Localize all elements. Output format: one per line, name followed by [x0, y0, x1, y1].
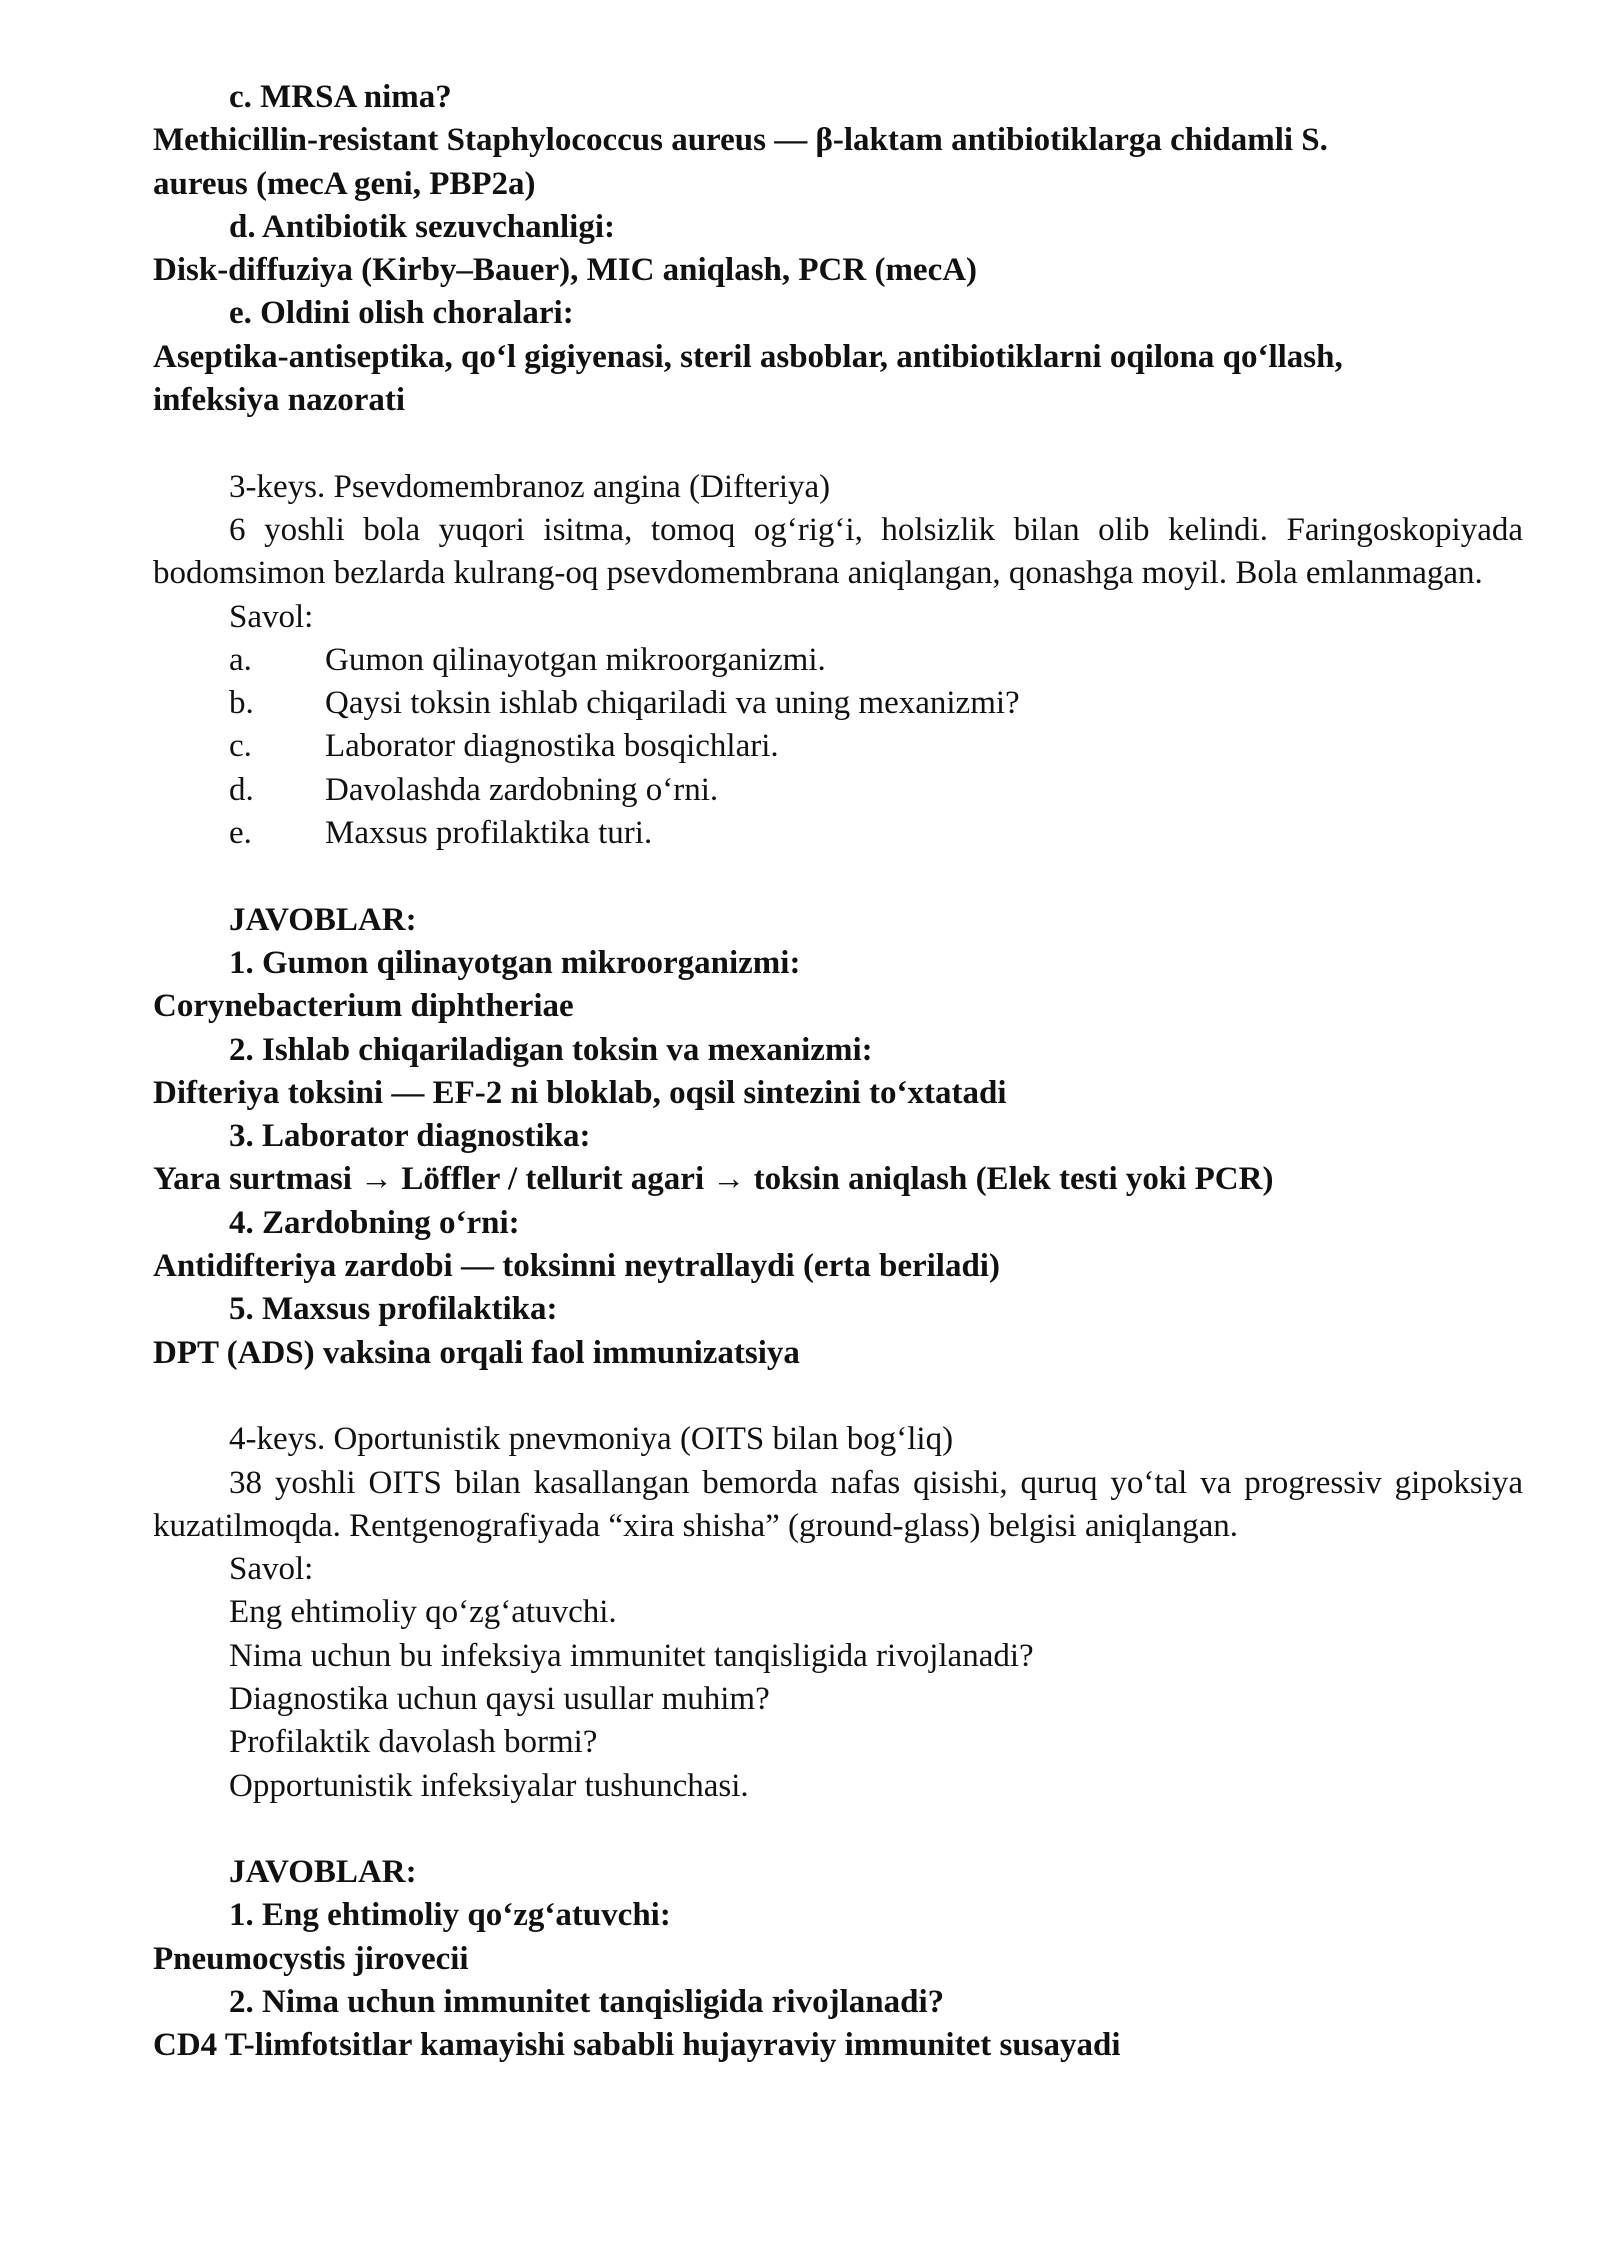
case-4-title: 4-keys. Oportunistik pnevmoniya (OITS bilan bog‘liq) [229, 1421, 954, 1458]
question-d-heading: d. Antibiotik sezuvchanligi: [229, 208, 615, 245]
case-3-answer-3-question: 3. Laborator diagnostika: [229, 1118, 591, 1155]
case-3-title: 3-keys. Psevdomembranoz angina (Difteriya) [229, 468, 831, 505]
list-marker: b. [229, 685, 254, 722]
case-3-answer-4-question: 4. Zardobning o‘rni: [229, 1204, 520, 1241]
list-text: Gumon qilinayotgan mikroorganizmi. [325, 641, 826, 678]
answer-c-line-2: aureus (mecA geni, PBP2a) [153, 165, 536, 202]
case-4-question-item: Diagnostika uchun qaysi usullar muhim? [229, 1680, 770, 1717]
case-3-answer-5-text: DPT (ADS) vaksina orqali faol immunizatsiya [153, 1334, 800, 1371]
answer-d: Disk-diffuziya (Kirby–Bauer), MIC aniqlash, PCR (mecA) [153, 252, 978, 289]
case-3-answer-4-text: Antidifteriya zardobi — toksinni neytrallaydi (erta beriladi) [153, 1248, 1000, 1285]
list-marker: c. [229, 728, 252, 765]
case-3-question-label: Savol: [229, 598, 314, 635]
document-page [153, 76, 1523, 2068]
case-4-question-item: Opportunistik infeksiyalar tushunchasi. [229, 1767, 749, 1804]
answer-c-line-1: Methicillin-resistant Staphylococcus aureus — β-laktam antibiotiklarga chidamli S. [153, 122, 1328, 159]
case-3-answer-2-question: 2. Ishlab chiqariladigan toksin va mexanizmi: [229, 1031, 873, 1068]
case-4-description: 38 yoshli OITS bilan kasallangan bemorda nafas qisishi, quruq yo‘tal va progressiv gipoksiya kuzatilmoqda. Rentgenografiyada “xira shisha” (ground-glass) belgisi aniqlangan. [153, 1464, 1523, 1544]
case-3-answers-heading: JAVOBLAR: [229, 901, 417, 938]
case-4-answer-1-text: Pneumocystis jirovecii [153, 1940, 469, 1977]
case-4-question-item: Profilaktik davolash bormi? [229, 1724, 598, 1761]
spacer [153, 1375, 1523, 1418]
list-text: Maxsus profilaktika turi. [325, 815, 653, 852]
case-4-question-item: Nima uchun bu infeksiya immunitet tanqisligida rivojlanadi? [229, 1637, 1034, 1674]
case-3-answer-1-question: 1. Gumon qilinayotgan mikroorganizmi: [229, 944, 801, 981]
answer-e-line-1: Aseptika-antiseptika, qo‘l gigiyenasi, steril asboblar, antibiotiklarni oqilona qo‘llash, [153, 338, 1343, 375]
case-3-question-item [153, 639, 1523, 682]
case-4-answer-1-question: 1. Eng ehtimoliy qo‘zg‘atuvchi: [229, 1897, 671, 1934]
case-3-answer-5-question: 5. Maxsus profilaktika: [229, 1291, 558, 1328]
case-3-answer-1-text: Corynebacterium diphtheriae [153, 988, 574, 1025]
list-marker: a. [229, 641, 252, 678]
list-text: Davolashda zardobning o‘rni. [325, 771, 719, 808]
question-e-heading: e. Oldini olish choralari: [229, 295, 574, 332]
case-3-answer-2-text: Difteriya toksini — EF-2 ni bloklab, oqsil sintezini to‘xtatadi [153, 1074, 1007, 1111]
case-4-answer-2-text: CD4 T-limfotsitlar kamayishi sababli hujayraviy immunitet susayadi [153, 2027, 1121, 2064]
case-4-answer-2-question: 2. Nima uchun immunitet tanqisligida rivojlanadi? [229, 1984, 945, 2021]
spacer [153, 1808, 1523, 1851]
case-3-question-item [153, 682, 1523, 725]
list-text: Qaysi toksin ishlab chiqariladi va uning mexanizmi? [325, 685, 1020, 722]
list-marker: e. [229, 815, 252, 852]
list-marker: d. [229, 771, 254, 808]
case-3-question-item [153, 725, 1523, 768]
case-3-answer-3-text: Yara surtmasi → Löffler / tellurit agari → toksin aniqlash (Elek testi yoki PCR) [153, 1161, 1274, 1198]
case-3-question-item [153, 769, 1523, 812]
case-4-question-item: Eng ehtimoliy qo‘zg‘atuvchi. [229, 1594, 617, 1631]
question-c-heading: c. MRSA nima? [229, 79, 452, 115]
answer-e-line-2: infeksiya nazorati [153, 382, 406, 419]
case-4-answers-heading: JAVOBLAR: [229, 1854, 417, 1891]
spacer [153, 855, 1523, 898]
list-text: Laborator diagnostika bosqichlari. [325, 728, 779, 765]
case-4-question-label: Savol: [229, 1551, 314, 1588]
case-3-question-item [153, 812, 1523, 855]
spacer [153, 422, 1523, 465]
case-3-description: 6 yoshli bola yuqori isitma, tomoq og‘rig‘i, holsizlik bilan olib kelindi. Faringoskopiyada bodomsimon bezlarda kulrang-oq psevdomembrana aniqlangan, qonashga moyil. Bola emlanmagan. [153, 511, 1523, 592]
